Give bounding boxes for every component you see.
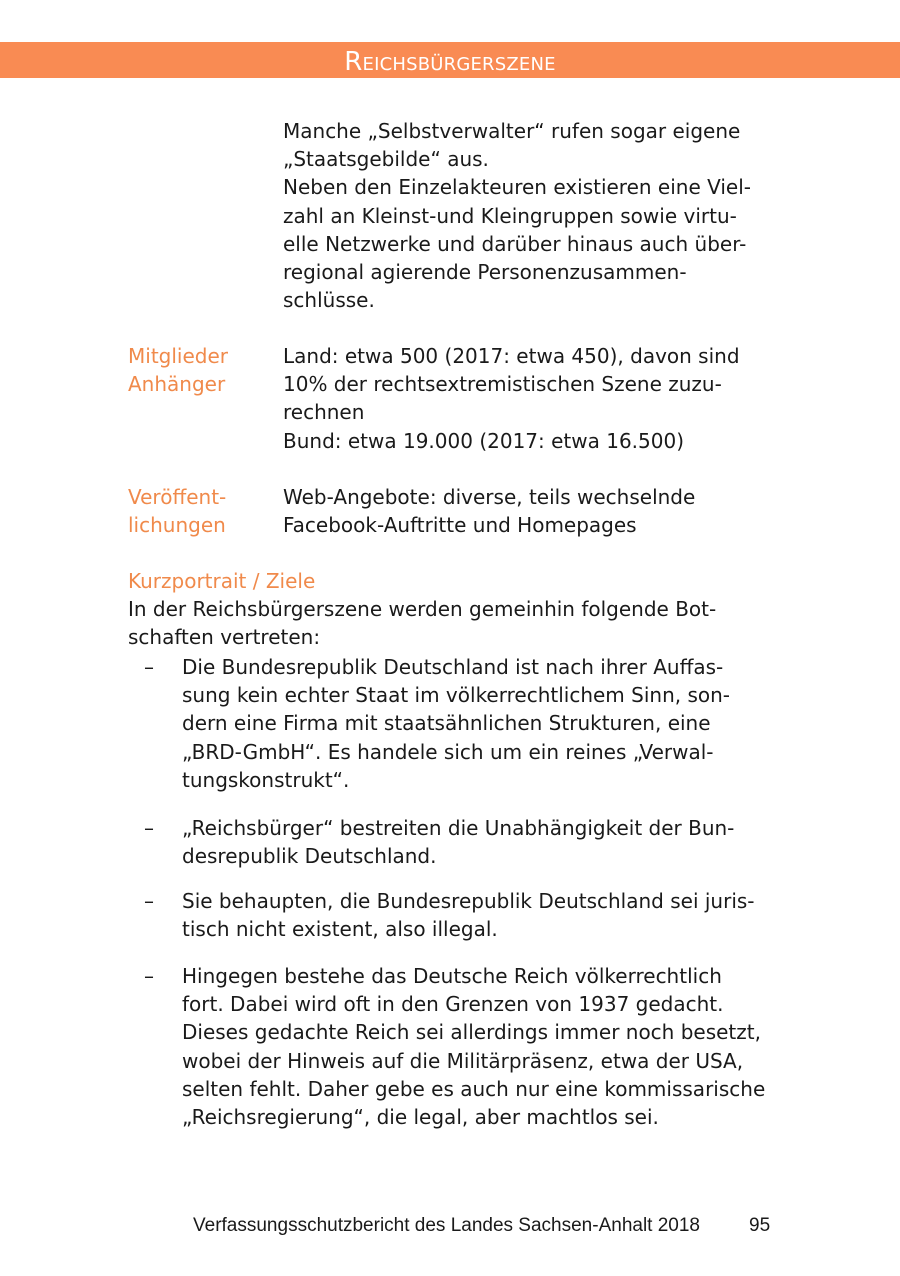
publications-label: [128, 483, 278, 539]
bullet-line: Dieses gedachte Reich sei allerdings immer noch besetzt,: [182, 1020, 761, 1045]
members-label-line: Anhänger: [128, 372, 226, 397]
bullet-marker: –: [144, 655, 154, 679]
bullet-line: sung kein echter Staat im völkerrechtlichem Sinn, son-: [182, 683, 731, 708]
bullet-item: [182, 814, 782, 870]
bullet-line: dern eine Firma mit staatsähnlichen Strukturen, eine: [182, 711, 711, 736]
bullet-line: „Reichsregierung“, die legal, aber machtlos sei.: [182, 1105, 659, 1130]
intro-line: regional agierende Personenzusammen-: [283, 260, 687, 285]
bullet-line: desrepublik Deutschland.: [182, 844, 437, 869]
publications-label-line: lichungen: [128, 513, 226, 538]
members-value-line: 10% der rechtsextremistischen Szene zuzu-: [283, 372, 722, 397]
bullet-line: Sie behaupten, die Bundesrepublik Deutschland sei juris-: [182, 889, 755, 913]
intro-line: Neben den Einzelakteuren existieren eine Viel-: [283, 175, 752, 200]
portrait-intro-line: In der Reichsbürgerszene werden gemeinhin folgende Bot-: [128, 597, 717, 622]
bullet-line: tisch nicht existent, also illegal.: [182, 917, 498, 942]
publications-label-line: Veröffent-: [128, 485, 227, 509]
intro-line: elle Netzwerke und darüber hinaus auch über-: [283, 231, 747, 256]
publications-value: [283, 483, 763, 539]
section-title: Reichsbürgerszene: [344, 47, 556, 77]
bullet-item: [182, 887, 782, 943]
bullet-line: selten fehlt. Daher gebe es auch nur eine kommissarische: [182, 1076, 766, 1101]
intro-paragraph: [283, 117, 751, 314]
intro-line: zahl an Kleinst-und Kleingruppen sowie virtu-: [283, 203, 737, 228]
portrait-heading: Kurzportrait / Ziele: [128, 569, 316, 593]
footer-text: Verfassungsschutzbericht des Landes Sachsen-Anhalt 2018: [193, 1215, 700, 1236]
portrait-section: [128, 567, 716, 652]
intro-line: Manche „Selbstverwalter“ rufen sogar eigene: [283, 119, 741, 143]
bullet-line: „Reichsbürger“ bestreiten die Unabhängigkeit der Bun-: [182, 816, 735, 840]
bullet-item: [182, 653, 782, 794]
portrait-intro-line: schaften vertreten:: [128, 625, 321, 650]
bullet-line: wobei der Hinweis auf die Militärpräsenz, etwa der USA,: [182, 1048, 744, 1073]
bullet-marker: –: [144, 889, 154, 913]
page-number: 95: [749, 1215, 771, 1236]
bullet-line: Hingegen bestehe das Deutsche Reich völkerrechtlich: [182, 964, 722, 988]
members-label: [128, 342, 278, 398]
publications-value-line: Web-Angebote: diverse, teils wechselnde: [283, 485, 696, 509]
bullet-marker: –: [144, 816, 154, 840]
bullet-line: fort. Dabei wird oft in den Grenzen von 1937 gedacht.: [182, 992, 724, 1017]
intro-line: „Staatsgebilde“ aus.: [283, 147, 489, 172]
bullet-item: [182, 962, 782, 1131]
members-value-line: Land: etwa 500 (2017: etwa 450), davon sind: [283, 344, 740, 368]
members-value-line: Bund: etwa 19.000 (2017: etwa 16.500): [283, 428, 685, 453]
bullet-line: „BRD-GmbH“. Es handele sich um ein reines „Verwal-: [182, 739, 714, 764]
members-value-line: rechnen: [283, 400, 365, 425]
intro-line: schlüsse.: [283, 288, 375, 313]
members-label-line: Mitglieder: [128, 344, 228, 368]
bullet-marker: –: [144, 964, 154, 988]
publications-value-line: Facebook-Auftritte und Homepages: [283, 513, 637, 538]
members-value: [283, 342, 763, 455]
bullet-line: tungskonstrukt“.: [182, 767, 350, 792]
section-header-bar: [0, 42, 900, 78]
bullet-line: Die Bundesrepublik Deutschland ist nach ihrer Auffas-: [182, 655, 724, 679]
